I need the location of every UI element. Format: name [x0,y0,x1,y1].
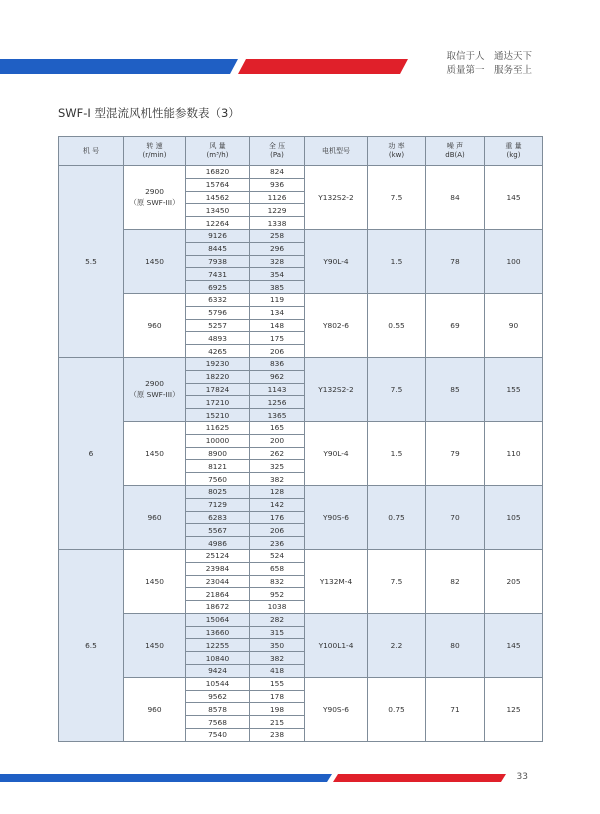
pressure-cell: 1143 [250,383,305,396]
machine-number-cell: 6.5 [59,549,124,741]
airflow-cell: 25124 [186,549,250,562]
motor-model-cell: Y90L-4 [305,229,368,293]
noise-cell: 84 [426,166,485,230]
header-speed [124,137,186,166]
pressure-cell: 148 [250,319,305,332]
pressure-cell: 962 [250,370,305,383]
airflow-cell: 5796 [186,306,250,319]
company-slogan [446,50,532,78]
weight-cell: 145 [485,613,543,677]
speed-value: 960 [147,512,162,522]
airflow-cell: 6332 [186,293,250,306]
speed-value: 1450 [145,576,164,586]
power-cell: 0.75 [368,485,426,549]
airflow-cell: 23044 [186,575,250,588]
slogan-line-1: 取信于人 通达天下 [446,51,532,62]
airflow-cell: 15764 [186,178,250,191]
speed-cell [124,293,186,357]
header-label: 重 量 [505,142,522,150]
noise-cell: 78 [426,229,485,293]
noise-cell: 82 [426,549,485,613]
bottom-red-stripe [333,774,506,782]
top-blue-stripe [0,59,238,74]
pressure-cell: 328 [250,255,305,268]
header-label: 电机型号 [322,146,350,155]
airflow-cell: 8445 [186,242,250,255]
pressure-cell: 238 [250,729,305,742]
pressure-cell: 178 [250,690,305,703]
performance-table [58,136,543,742]
header-unit: dB(A) [445,151,465,159]
airflow-cell: 12264 [186,217,250,230]
pressure-cell: 206 [250,524,305,537]
power-cell: 7.5 [368,357,426,421]
noise-cell: 71 [426,677,485,741]
speed-cell [124,677,186,741]
power-cell: 1.5 [368,229,426,293]
pressure-cell: 382 [250,652,305,665]
header-motor-model [305,137,368,166]
weight-cell: 100 [485,229,543,293]
airflow-cell: 21864 [186,588,250,601]
speed-cell [124,485,186,549]
airflow-cell: 7540 [186,729,250,742]
weight-cell: 145 [485,166,543,230]
header-label: 功 率 [388,142,405,150]
pressure-cell: 832 [250,575,305,588]
header-airflow [186,137,250,166]
airflow-cell: 16820 [186,166,250,179]
pressure-cell: 315 [250,626,305,639]
header-unit: (m³/h) [206,151,229,159]
header-label: 风 量 [209,142,226,150]
table-row [59,229,543,242]
speed-value: 2900 [145,187,164,197]
table-row [59,357,543,370]
motor-model-cell: Y90L-4 [305,421,368,485]
pressure-cell: 354 [250,268,305,281]
airflow-cell: 13450 [186,204,250,217]
pressure-cell: 1038 [250,601,305,614]
weight-cell: 105 [485,485,543,549]
top-red-stripe [238,59,408,74]
pressure-cell: 1126 [250,191,305,204]
speed-cell [124,229,186,293]
airflow-cell: 10544 [186,677,250,690]
speed-cell [124,549,186,613]
motor-model-cell: Y132S2-2 [305,357,368,421]
power-cell: 7.5 [368,549,426,613]
pressure-cell: 382 [250,473,305,486]
airflow-cell: 15064 [186,613,250,626]
speed-value: 2900 [145,379,164,389]
pressure-cell: 175 [250,332,305,345]
noise-cell: 80 [426,613,485,677]
airflow-cell: 8121 [186,460,250,473]
header-noise [426,137,485,166]
airflow-cell: 9126 [186,229,250,242]
pressure-cell: 952 [250,588,305,601]
header-unit: (Pa) [270,151,284,159]
page-number: 33 [516,772,528,782]
airflow-cell: 8025 [186,485,250,498]
pressure-cell: 1229 [250,204,305,217]
pressure-cell: 258 [250,229,305,242]
airflow-cell: 8578 [186,703,250,716]
header-weight [485,137,543,166]
weight-cell: 155 [485,357,543,421]
table-title: SWF-I 型混流风机性能参数表（3） [58,106,240,120]
pressure-cell: 350 [250,639,305,652]
machine-number-cell: 6 [59,357,124,549]
pressure-cell: 134 [250,306,305,319]
motor-model-cell: Y132M-4 [305,549,368,613]
pressure-cell: 119 [250,293,305,306]
machine-number-cell: 5.5 [59,166,124,358]
noise-cell: 85 [426,357,485,421]
pressure-cell: 155 [250,677,305,690]
pressure-cell: 296 [250,242,305,255]
header-unit: (r/min) [142,151,167,159]
airflow-cell: 10000 [186,434,250,447]
pressure-cell: 325 [250,460,305,473]
airflow-cell: 10840 [186,652,250,665]
power-cell: 2.2 [368,613,426,677]
airflow-cell: 4265 [186,345,250,358]
airflow-cell: 7129 [186,498,250,511]
power-cell: 0.55 [368,293,426,357]
pressure-cell: 658 [250,562,305,575]
pressure-cell: 176 [250,511,305,524]
airflow-cell: 7568 [186,716,250,729]
airflow-cell: 9562 [186,690,250,703]
speed-value: 1450 [145,256,164,266]
header-label: 机 号 [82,146,100,155]
noise-cell: 70 [426,485,485,549]
speed-note: （原 SWF-III） [129,198,180,208]
airflow-cell: 8900 [186,447,250,460]
table-row [59,485,543,498]
motor-model-cell: Y802-6 [305,293,368,357]
motor-model-cell: Y132S2-2 [305,166,368,230]
table-row [59,293,543,306]
pressure-cell: 236 [250,537,305,550]
speed-note: （原 SWF-III） [129,390,180,400]
pressure-cell: 206 [250,345,305,358]
power-cell: 0.75 [368,677,426,741]
header-row [59,137,543,166]
airflow-cell: 17210 [186,396,250,409]
header-unit: (kg) [506,151,521,159]
weight-cell: 125 [485,677,543,741]
motor-model-cell: Y90S-6 [305,677,368,741]
speed-value: 960 [147,704,162,714]
slogan-line-2: 质量第一 服务至上 [446,65,532,76]
airflow-cell: 19230 [186,357,250,370]
airflow-cell: 9424 [186,665,250,678]
noise-cell: 69 [426,293,485,357]
weight-cell: 90 [485,293,543,357]
pressure-cell: 1256 [250,396,305,409]
table-row [59,421,543,434]
airflow-cell: 6283 [186,511,250,524]
speed-cell [124,166,186,230]
pressure-cell: 142 [250,498,305,511]
pressure-cell: 198 [250,703,305,716]
header-power [368,137,426,166]
airflow-cell: 11625 [186,421,250,434]
pressure-cell: 282 [250,613,305,626]
pressure-cell: 215 [250,716,305,729]
airflow-cell: 17824 [186,383,250,396]
airflow-cell: 7560 [186,473,250,486]
header-pressure [250,137,305,166]
weight-cell: 205 [485,549,543,613]
airflow-cell: 14562 [186,191,250,204]
airflow-cell: 4893 [186,332,250,345]
speed-cell [124,357,186,421]
header-machine-no [59,137,124,166]
pressure-cell: 936 [250,178,305,191]
airflow-cell: 7938 [186,255,250,268]
motor-model-cell: Y100L1-4 [305,613,368,677]
airflow-cell: 13660 [186,626,250,639]
speed-value: 1450 [145,640,164,650]
speed-value: 960 [147,320,162,330]
table-row [59,549,543,562]
pressure-cell: 524 [250,549,305,562]
airflow-cell: 6925 [186,281,250,294]
pressure-cell: 1338 [250,217,305,230]
pressure-cell: 200 [250,434,305,447]
speed-value: 1450 [145,448,164,458]
header-label: 全 压 [268,142,286,150]
airflow-cell: 4986 [186,537,250,550]
bottom-blue-stripe [0,774,332,782]
airflow-cell: 18672 [186,601,250,614]
speed-cell [124,613,186,677]
power-cell: 7.5 [368,166,426,230]
header-unit: (kw) [388,151,405,159]
airflow-cell: 18220 [186,370,250,383]
pressure-cell: 165 [250,421,305,434]
pressure-cell: 128 [250,485,305,498]
airflow-cell: 5257 [186,319,250,332]
airflow-cell: 15210 [186,409,250,422]
airflow-cell: 23984 [186,562,250,575]
airflow-cell: 7431 [186,268,250,281]
pressure-cell: 1365 [250,409,305,422]
pressure-cell: 418 [250,665,305,678]
noise-cell: 79 [426,421,485,485]
airflow-cell: 12255 [186,639,250,652]
airflow-cell: 5567 [186,524,250,537]
table-row [59,677,543,690]
table-row [59,166,543,179]
header-label: 转 速 [146,142,163,150]
pressure-cell: 824 [250,166,305,179]
table-row [59,613,543,626]
pressure-cell: 836 [250,357,305,370]
header-label: 噪 声 [446,142,464,150]
speed-cell [124,421,186,485]
pressure-cell: 262 [250,447,305,460]
pressure-cell: 385 [250,281,305,294]
power-cell: 1.5 [368,421,426,485]
weight-cell: 110 [485,421,543,485]
motor-model-cell: Y90S-6 [305,485,368,549]
